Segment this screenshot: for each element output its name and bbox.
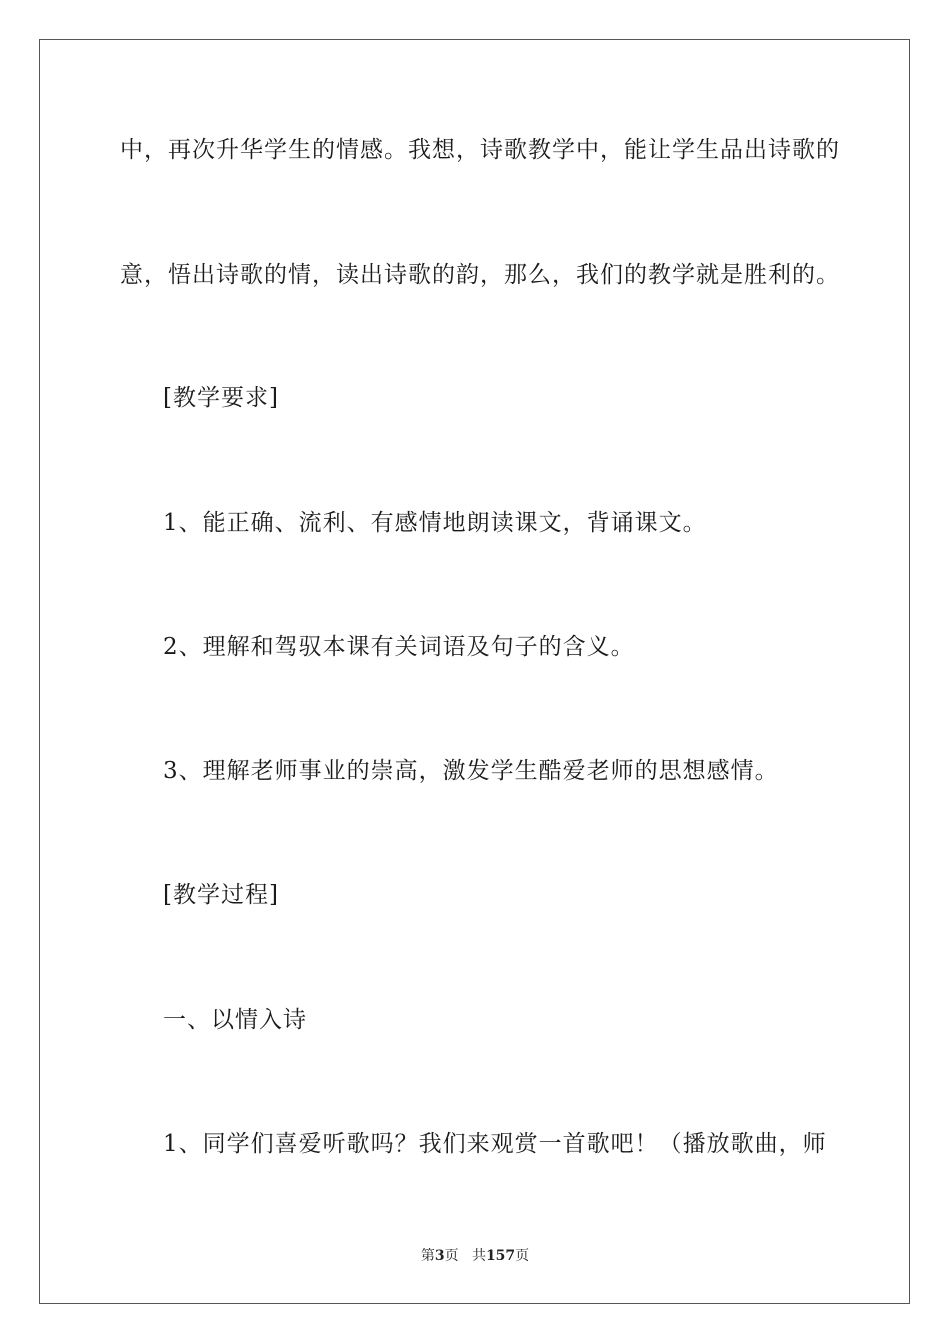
paragraph-line-1: 中，再次升华学生的情感。我想，诗歌教学中，能让学生品出诗歌的 [120,137,840,163]
paragraph-line-2: 意，悟出诗歌的情，读出诗歌的韵，那么，我们的教学就是胜利的。 [120,262,840,288]
requirement-item-1: 1、能正确、流利、有感情地朗读课文，背诵课文。 [163,510,707,536]
page-border [39,39,910,1304]
page-footer [0,1247,950,1265]
process-item-1: 1、同学们喜爱听歌吗？我们来观赏一首歌吧！（播放歌曲，师 [163,1131,827,1157]
requirement-item-2: 2、理解和驾驭本课有关词语及句子的含义。 [163,634,635,660]
footer-prefix: 第 [420,1248,435,1264]
section-heading-requirements: [教学要求] [163,385,279,411]
footer-total-suffix: 页 [515,1248,530,1264]
section-heading-process: [教学过程] [163,882,279,908]
requirement-item-3: 3、理解老师事业的崇高，激发学生酷爱老师的思想感情。 [163,758,779,784]
footer-total-pages: 157 [485,1248,516,1264]
footer-current-page: 3 [434,1248,445,1264]
subsection-heading-1: 一、以情入诗 [163,1007,307,1033]
footer-total-prefix: 共 [471,1248,486,1264]
footer-page-suffix: 页 [444,1248,459,1264]
